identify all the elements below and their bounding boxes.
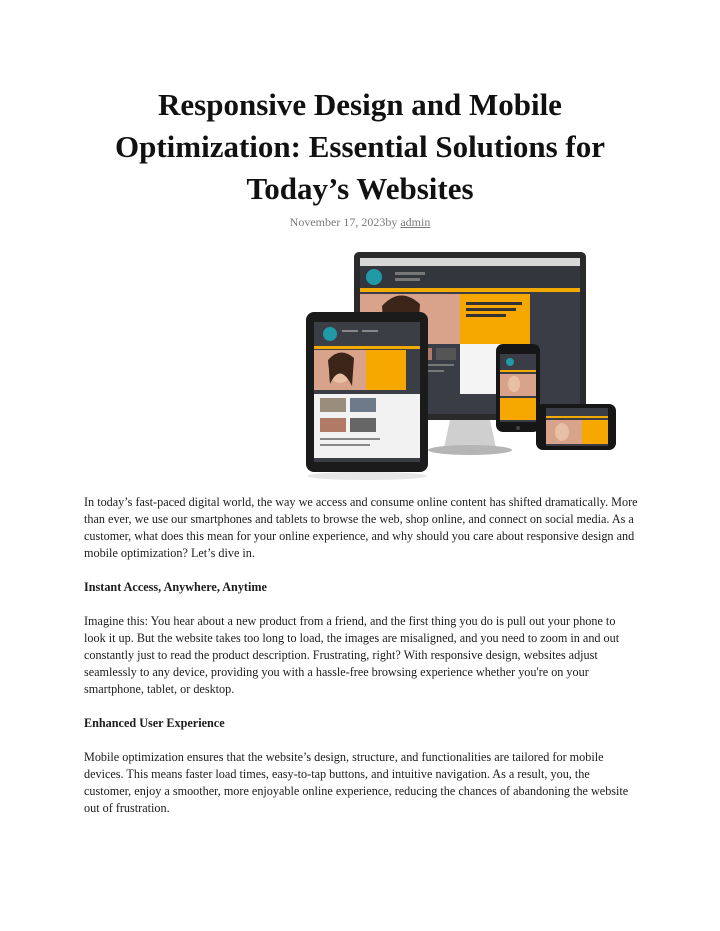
smartphone-device	[496, 344, 540, 432]
section-paragraph-user-experience: Mobile optimization ensures that the website’s design, structure, and functionalities are tailored for mobile devices. This means faster load times, easy-to-tap buttons, and intuitive navigation. As a result, you, the customer, enjoy a smoother, more enjoyable online experience, reducing the chances of abandoning the website out of frustration.	[84, 750, 629, 815]
article-meta	[0, 215, 720, 230]
byline-prefix: by	[385, 215, 398, 229]
intro-paragraph: In today’s fast-paced digital world, the way we access and consume online content has shifted dramatically. More than ever, we use our smartphones and tablets to browse the web, shop online, and connect on social media. As a customer, what does this mean for your online experience, and why should you care about responsive design and mobile optimization? Let’s dive in.	[84, 495, 638, 560]
section-heading-user-experience: Enhanced User Experience	[84, 716, 225, 730]
tablet-device	[306, 312, 428, 480]
author-link[interactable]: admin	[400, 215, 431, 229]
smartphone-landscape-device	[536, 404, 616, 450]
article-title: Responsive Design and Mobile Optimization: Essential Solutions for Today’s Websites	[114, 87, 605, 206]
responsive-devices-image	[300, 248, 620, 486]
post-date: November 17, 2023	[289, 215, 386, 229]
section-heading-instant-access: Instant Access, Anywhere, Anytime	[84, 580, 267, 594]
section-paragraph-instant-access: Imagine this: You hear about a new product from a friend, and the first thing you do is pull out your phone to look it up. But the website takes too long to load, the images are misaligned, and you need to zoom in and out constantly just to read the product description. Frustrating, right? With responsive design, websites adjust seamlessly to any device, providing you with a hassle-free browsing experience whether you're on your smartphone, tablet, or desktop.	[84, 614, 620, 696]
article-body	[84, 494, 640, 834]
